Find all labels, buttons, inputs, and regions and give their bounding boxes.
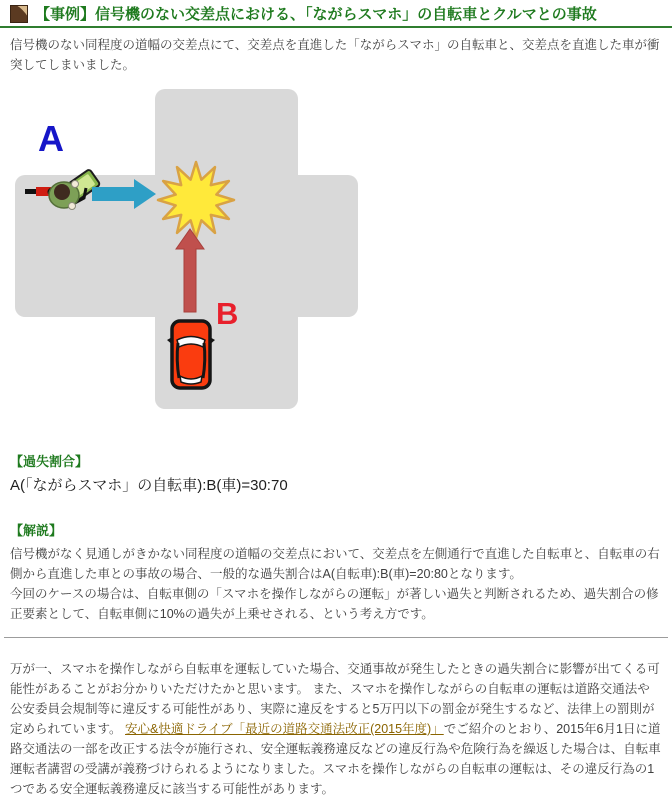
intersection-diagram-svg bbox=[0, 89, 400, 445]
explanation-sentence-2: 今回のケースの場合は、自転車側の「スマホを操作しながらの運転」が著しい過失と判断されるため、過失割合の修正要素として、自転車側に10%の過失が上乗せされる、という考え方です。 bbox=[10, 587, 659, 621]
explanation-heading: 【解説】 bbox=[10, 523, 63, 538]
label-b: B bbox=[216, 296, 239, 331]
section-divider bbox=[4, 637, 668, 638]
page-title: 【事例】信号機のない交差点における、「ながらスマホ」の自転車とクルマとの事故 bbox=[35, 6, 597, 23]
closing-paragraph bbox=[10, 659, 661, 799]
road-traffic-law-link[interactable]: 安心&快適ドライブ「最近の道路交通法改正(2015年度)」 bbox=[125, 722, 444, 736]
car-icon bbox=[167, 321, 215, 388]
explanation-sentence-1: 信号機がなく見通しがきかない同程度の道幅の交差点において、交差点を左側通行で直進した自転車と、自転車の右側から直進した車との事故の場合、一般的な過失割合はA(自転車):B(車)=20:80となります。 bbox=[10, 547, 660, 581]
closing-sentence-2: また、スマホを操作しながらの自転車の運転は道路交通法や公安委員会規制等に違反する可能性があり、実際に違反をすると5万円以下の罰金が発生するなど、法律上の罰則が定められています。 bbox=[10, 682, 655, 736]
closing-sentence-3-text: でご紹介のとおり、2015年6月1日に道路交通法の一部を改正する法令が施行され、安全運転義務違反などの違反行為や危険行為を繰返した場合は、自転車運転者講習の受講が義務づけられるようになりました。スマホを操作しながらの自転車の運転は、その違反行為の1つである安全運転義務違反に該当する可能性があります。 bbox=[10, 722, 661, 796]
closing-sentence-1: 万が一、スマホを操作しながら自転車を運転していた場合、交通事故が発生したときの過失割合に影響が出てくる可能性があることがお分かりいただけたかと思います。 bbox=[10, 662, 660, 696]
fault-ratio-heading: 【過失割合】 bbox=[10, 454, 89, 469]
article-header bbox=[0, 0, 672, 28]
fault-ratio-value: A(「ながらスマホ」の自転車):B(車)=30:70 bbox=[10, 477, 288, 494]
page-corner-icon bbox=[10, 5, 28, 23]
intro-paragraph: 信号機のない同程度の道幅の交差点にて、交差点を直進した「ながらスマホ」の自転車と、交差点を直進した車が衝突してしまいました。 bbox=[10, 38, 660, 72]
label-a: A bbox=[38, 118, 64, 159]
explanation-paragraph bbox=[10, 544, 661, 624]
intersection-diagram bbox=[0, 89, 400, 445]
